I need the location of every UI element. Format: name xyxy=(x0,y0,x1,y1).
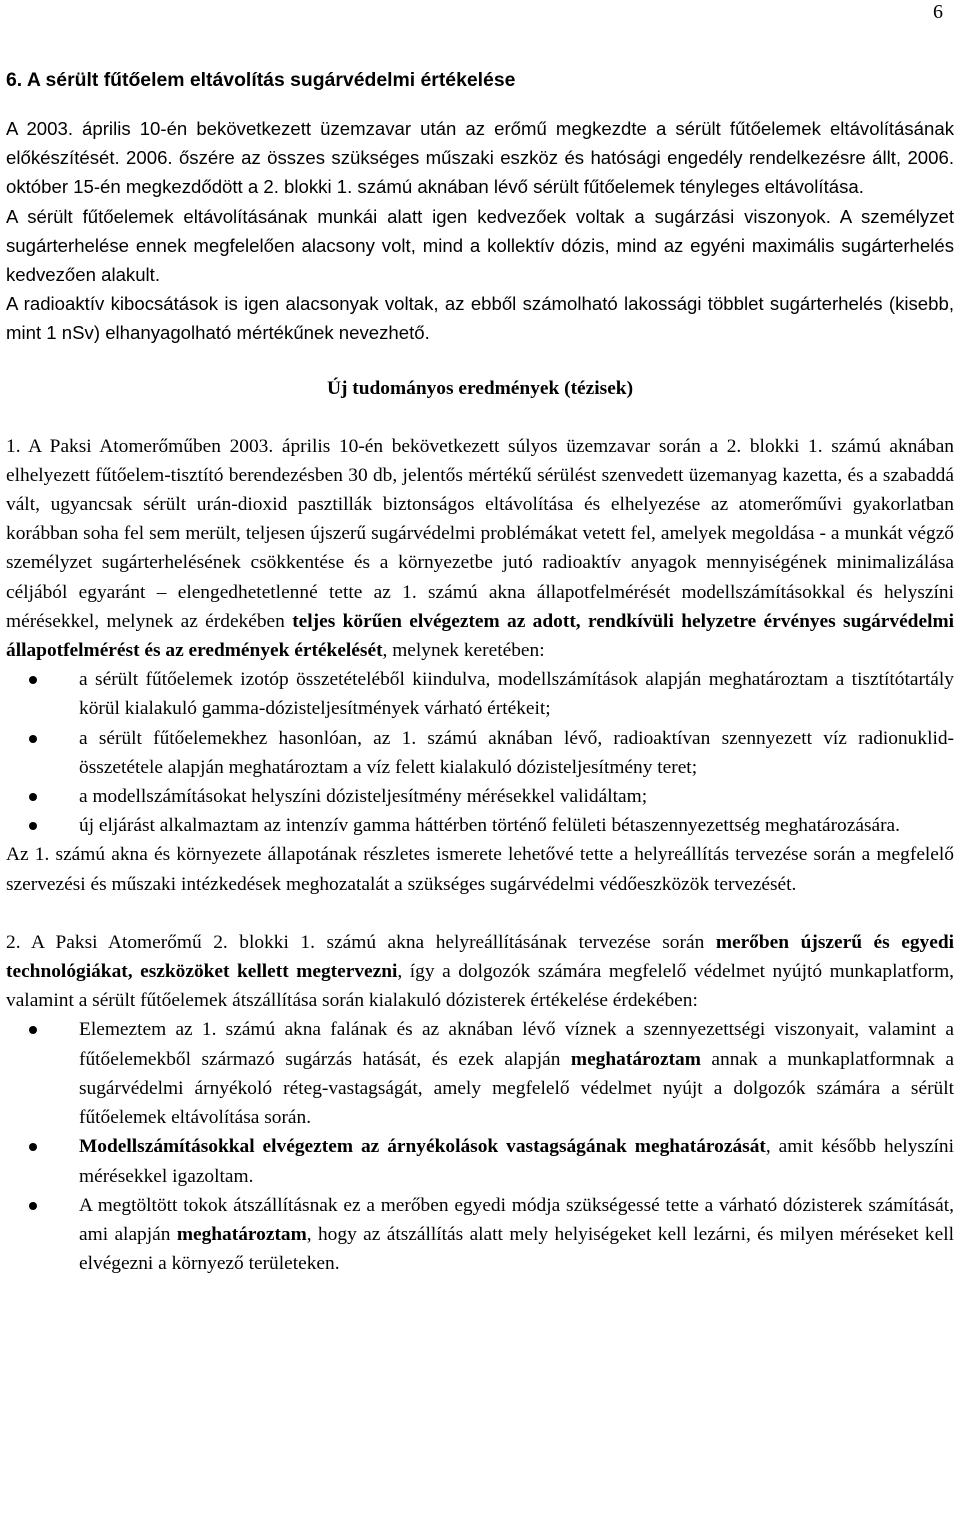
thesis-2-bullet-list xyxy=(6,1015,954,1278)
thesis-2-bold: merőben újszerű és egyedi technológiákat, eszközöket kellett megtervezni xyxy=(6,931,954,983)
bullet-icon xyxy=(29,676,37,684)
thesis-1-closing: Az 1. számú akna és környezete állapotának részletes ismerete lehetővé tette a helyreállítás tervezése során a megfelelő szervezési és műszaki intézkedések meghozatalát a szükséges sugárvédelmi védőeszközök tervezését. xyxy=(6,844,954,895)
list-item xyxy=(6,724,954,782)
bullet-icon xyxy=(29,793,37,801)
thesis-2-after: , így a dolgozók számára megfelelő védelmet nyújtó munkaplatform, valamint a sérült fűtőelemek átszállítása során kialakuló dózisterek értékelése érdekében: xyxy=(6,961,955,1012)
theses-heading: Új tudományos eredmények (tézisek) xyxy=(326,377,634,399)
thesis-1-after: , melynek keretében: xyxy=(382,640,545,662)
list-item xyxy=(6,1015,954,1132)
page-number: 6 xyxy=(933,1,943,23)
thesis-1-intro: 1. A Paksi Atomerőműben 2003. április 10-én bekövetkezett súlyos üzemzavar során a 2. blokki 1. számú aknában elhelyezett fűtőelem-tisztító berendezésben 30 db, jelentős mértékű sérülést szenvedett üzemanyag kazetta, és a szabaddá vált, ugyancsak sérült urán-dioxid pasztillák biztonságos eltávolítása és elhelyezése az atomerőművi gyakorlatban korábban soha fel sem merült, teljesen újszerű sugárvédelmi problémákat vetett fel, amelyek megoldása - a munkát végző személyzet sugárterhelésének csökkentése és a környezetbe jutó radioaktív anyagok mennyiségének minimalizálása céljából egyaránt – elengedhetetlenné tette az 1. számú akna állapotfelmérését modellszámításokkal és helyszíni mérésekkel, melynek az érdekében xyxy=(6,435,954,632)
list-item xyxy=(6,782,954,811)
section-paragraph-1: A 2003. április 10-én bekövetkezett üzemzavar után az erőmű megkezdte a sérült fűtőelemek eltávolításának előkészítését. 2006. őszére az összes szükséges műszaki eszköz és hatósági engedély rendelkezésre állt, 2006. október 15-én megkezdődött a 2. blokki 1. számú aknában lévő sérült fűtőelemek tényleges eltávolítása. xyxy=(6,118,954,198)
list-item xyxy=(6,1191,954,1279)
spacer xyxy=(6,899,954,928)
list-item-bold: Modellszámításokkal elvégeztem az árnyékolások vastagságának meghatározását xyxy=(79,1136,766,1158)
list-item-text: a modellszámításokat helyszíni dózisteljesítmény mérésekkel validáltam; xyxy=(79,786,648,808)
section-paragraph-2: A sérült fűtőelemek eltávolításának munkái alatt igen kedvezőek voltak a sugárzási viszonyok. A személyzet sugárterhelése ennek megfelelően alacsony volt, mind a kollektív dózis, mind az egyéni maximális sugárterhelés kedvezően alakult. xyxy=(6,205,954,286)
list-item-text: Elemeztem az 1. számú akna falának és az aknában lévő víznek a szennyezettségi viszonyait, valamint a fűtőelemekből származó sugárzás hatását, és ezek alapján xyxy=(79,1019,954,1070)
bullet-icon xyxy=(29,1202,37,1210)
list-item-text-after: , amit később helyszíni mérésekkel igazoltam. xyxy=(79,1136,955,1187)
bullet-icon xyxy=(29,1143,37,1151)
list-item-text: A megtöltött tokok átszállításnak ez a merőben egyedi módja szükségessé tette a várható dózisterek számítását, ami alapján xyxy=(79,1194,954,1245)
list-item-text-after: annak a munkaplatformnak a sugárvédelmi árnyékoló réteg-vastagságát, amely megfelelő védelmet nyújt a dolgozók számára a sérült fűtőelemek eltávolítása során. xyxy=(79,1048,954,1129)
thesis-2-intro: 2. A Paksi Atomerőmű 2. blokki 1. számú akna helyreállításának tervezése során xyxy=(6,931,716,953)
thesis-1-bullet-list xyxy=(6,665,954,840)
bullet-icon xyxy=(29,735,37,743)
list-item xyxy=(6,665,954,723)
list-item-text: új eljárást alkalmaztam az intenzív gamma háttérben történő felületi bétaszennyezettség meghatározására. xyxy=(79,815,901,837)
list-item-bold: meghatároztam xyxy=(176,1223,307,1245)
list-item xyxy=(6,811,954,840)
list-item xyxy=(6,1132,954,1190)
document-body xyxy=(6,66,954,1278)
thesis-1-bold: teljes körűen elvégeztem az adott, rendkívüli helyzetre érvényes sugárvédelmi állapotfelmérést és az eredmények értékelését xyxy=(6,610,954,662)
list-item-text-after: , hogy az átszállítás alatt mely helyiségeket kell lezárni, és milyen méréseket kell elvégezni a környező területeken. xyxy=(79,1223,954,1275)
bullet-icon xyxy=(29,1026,37,1034)
thesis-2-paragraph xyxy=(6,928,954,1016)
list-item-bold: meghatároztam xyxy=(570,1048,701,1070)
list-item-text: a sérült fűtőelemek izotóp összetételéből kiindulva, modellszámítások alapján meghatároztam a tisztítótartály körül kialakuló gamma-dózisteljesítmények várható értékeit; xyxy=(79,669,954,720)
section-title: 6. A sérült fűtőelem eltávolítás sugárvédelmi értékelése xyxy=(6,69,516,91)
bullet-icon xyxy=(29,822,37,830)
list-item-text: a sérült fűtőelemekhez hasonlóan, az 1. számú aknában lévő, radioaktívan szennyezett víz radionuklid-összetétele alapján meghatároztam a víz felett kialakuló dózisteljesítmény teret; xyxy=(79,727,954,778)
section-paragraph-3: A radioaktív kibocsátások is igen alacsonyak voltak, az ebből számolható lakossági többlet sugárterhelés (kisebb, mint 1 nSv) elhanyagolható mértékűnek nevezhető. xyxy=(6,293,954,344)
thesis-1-paragraph xyxy=(6,432,954,666)
